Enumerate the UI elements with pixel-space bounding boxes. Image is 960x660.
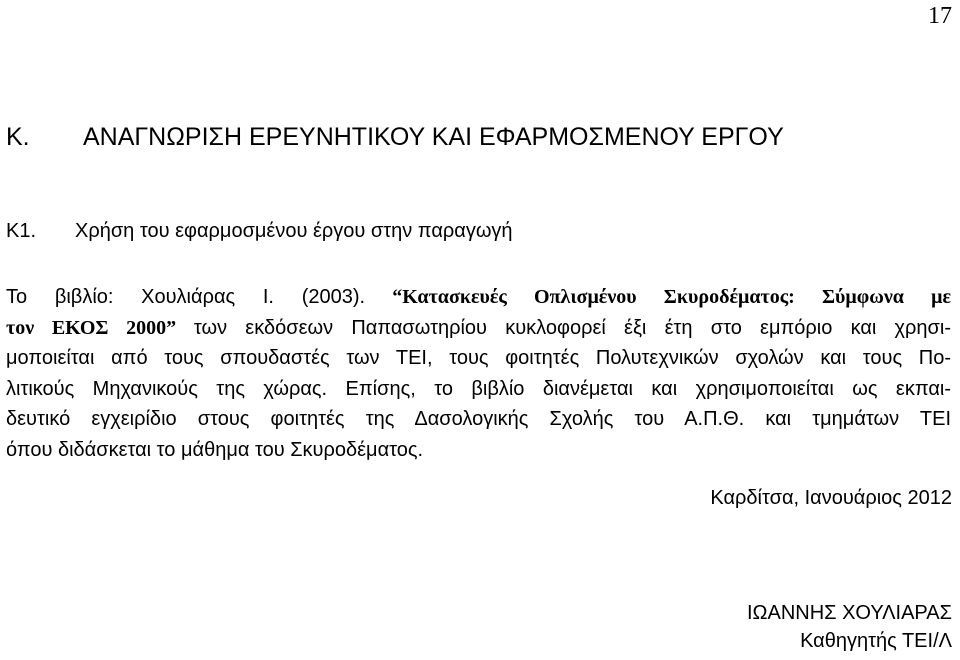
- paragraph-line-6: όπου διδάσκεται το μάθημα του Σκυροδέματος.: [6, 438, 424, 461]
- paragraph-line-4: λιτικούς Μηχανικούς της χώρας. Επίσης, το βιβλίο διανέμεται και χρησιμοποιείται ως εκπαι-: [6, 377, 951, 400]
- section-heading: [6, 121, 956, 153]
- place-date: Καρδίτσα, Ιανουάριος 2012: [710, 487, 952, 509]
- paragraph-line-5: δευτικό εγχειρίδιο στους φοιτητές της Δασολογικής Σχολής του Α.Π.Θ. και τμημάτων ΤΕΙ: [6, 408, 951, 430]
- subsection-number: Κ1.: [6, 220, 37, 242]
- signature-name: ΙΩΑΝΝΗΣ ΧΟΥΛΙΑΡΑΣ: [746, 602, 952, 624]
- paragraph-line-1: [6, 282, 951, 313]
- paragraph-line-3: μοποιείται από τους σπουδαστές των ΤΕΙ, τους φοιτητές Πολυτεχνικών σχολών και τους Πο-: [6, 347, 951, 369]
- paragraph-intro: Το βιβλίο: Χουλιάρας Ι. (2003).: [6, 286, 366, 308]
- body-paragraph: [6, 282, 951, 465]
- book-title-part-1: “Κατασκευές Οπλισμένου Σκυροδέματος: Σύμφωνα με: [392, 286, 952, 308]
- signature-title: Καθηγητής ΤΕΙ/Λ: [800, 630, 952, 652]
- paragraph-line-2: [6, 313, 951, 344]
- book-title-part-2: τον ΕΚΟΣ 2000”: [6, 316, 177, 339]
- page-number: 17: [928, 3, 952, 29]
- subsection-heading: [6, 218, 956, 244]
- section-title: ΑΝΑΓΝΩΡΙΣΗ ΕΡΕΥΝΗΤΙΚΟΥ ΚΑΙ ΕΦΑΡΜΟΣΜΕΝΟΥ ΕΡΓΟΥ: [83, 123, 784, 151]
- subsection-title: Χρήση του εφαρμοσμένου έργου στην παραγωγή: [75, 220, 513, 242]
- paragraph-line-2-text: των εκδόσεων Παπασωτηρίου κυκλοφορεί έξι έτη στο εμπόριο και χρησι-: [193, 316, 951, 339]
- section-number: Κ.: [6, 123, 30, 151]
